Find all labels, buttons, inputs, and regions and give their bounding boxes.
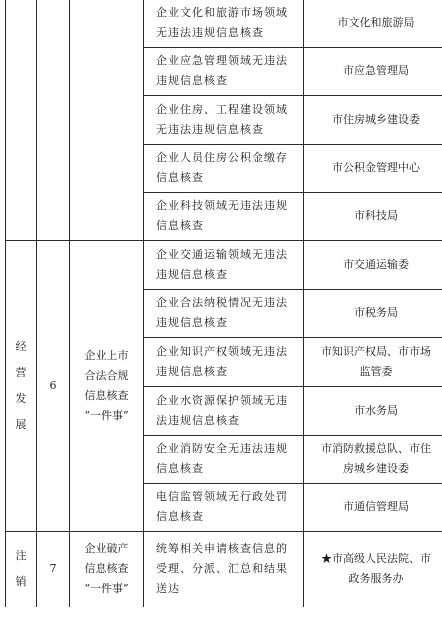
check-item: 企业文化和旅游市场领域无违法违规信息核查 (144, 0, 304, 47)
check-item: 企业消防安全无违法违规信息核查 (144, 435, 304, 483)
service-name-cell (70, 531, 144, 607)
table-row (6, 531, 442, 607)
service-name-cell (70, 240, 144, 531)
responsible-department: 市科技局 (304, 192, 442, 240)
check-item: 企业人员住房公积金缴存信息核查 (144, 144, 304, 192)
responsible-department: 市消防救援总队、市住房城乡建设委 (304, 435, 442, 483)
responsible-department: 市应急管理局 (304, 47, 442, 95)
check-item: 统筹相关申请核查信息的受理、分派、汇总和结果送达 (144, 531, 304, 607)
responsible-department: 市知识产权局、市市场监管委 (304, 337, 442, 386)
category-label: 经 营 发 展 (15, 339, 27, 431)
category-cell (6, 240, 37, 531)
check-item: 企业科技领域无违法违规信息核查 (144, 192, 304, 240)
number-cell: 7 (37, 531, 70, 607)
category-label: 注 销 (15, 549, 27, 589)
check-item: 企业住房、工程建设领域无违法违规信息核查 (144, 95, 304, 144)
responsible-department: 市水务局 (304, 386, 442, 435)
check-item: 企业水资源保护领域无违法违规信息核查 (144, 386, 304, 435)
check-item: 企业知识产权领域无违法违规信息核查 (144, 337, 304, 386)
check-item: 企业应急管理领域无违法违规信息核查 (144, 47, 304, 95)
responsible-department: 市公积金管理中心 (304, 144, 442, 192)
service-name: 企业破产 信息核查 “一件事” (84, 542, 129, 596)
table-row (6, 0, 442, 47)
category-cell-continued (6, 0, 37, 240)
table-row (6, 240, 442, 289)
responsible-department: 市通信管理局 (304, 483, 442, 531)
number-cell: 6 (37, 240, 70, 531)
services-table (5, 0, 442, 607)
responsible-department: 市住房城乡建设委 (304, 95, 442, 144)
number-cell-continued (37, 0, 70, 240)
service-name: 企业上市 合法合规 信息核查 “一件事” (84, 348, 129, 422)
check-item: 企业交通运输领域无违法违规信息核查 (144, 240, 304, 289)
check-item: 企业合法纳税情况无违法违规信息核查 (144, 289, 304, 337)
category-cell (6, 531, 37, 607)
responsible-department: 市税务局 (304, 289, 442, 337)
name-cell-continued (70, 0, 144, 240)
responsible-department: ★市高级人民法院、市政务服务办 (304, 531, 442, 607)
responsible-department: 市交通运输委 (304, 240, 442, 289)
check-item: 电信监管领域无行政处罚信息核查 (144, 483, 304, 531)
responsible-department: 市文化和旅游局 (304, 0, 442, 47)
